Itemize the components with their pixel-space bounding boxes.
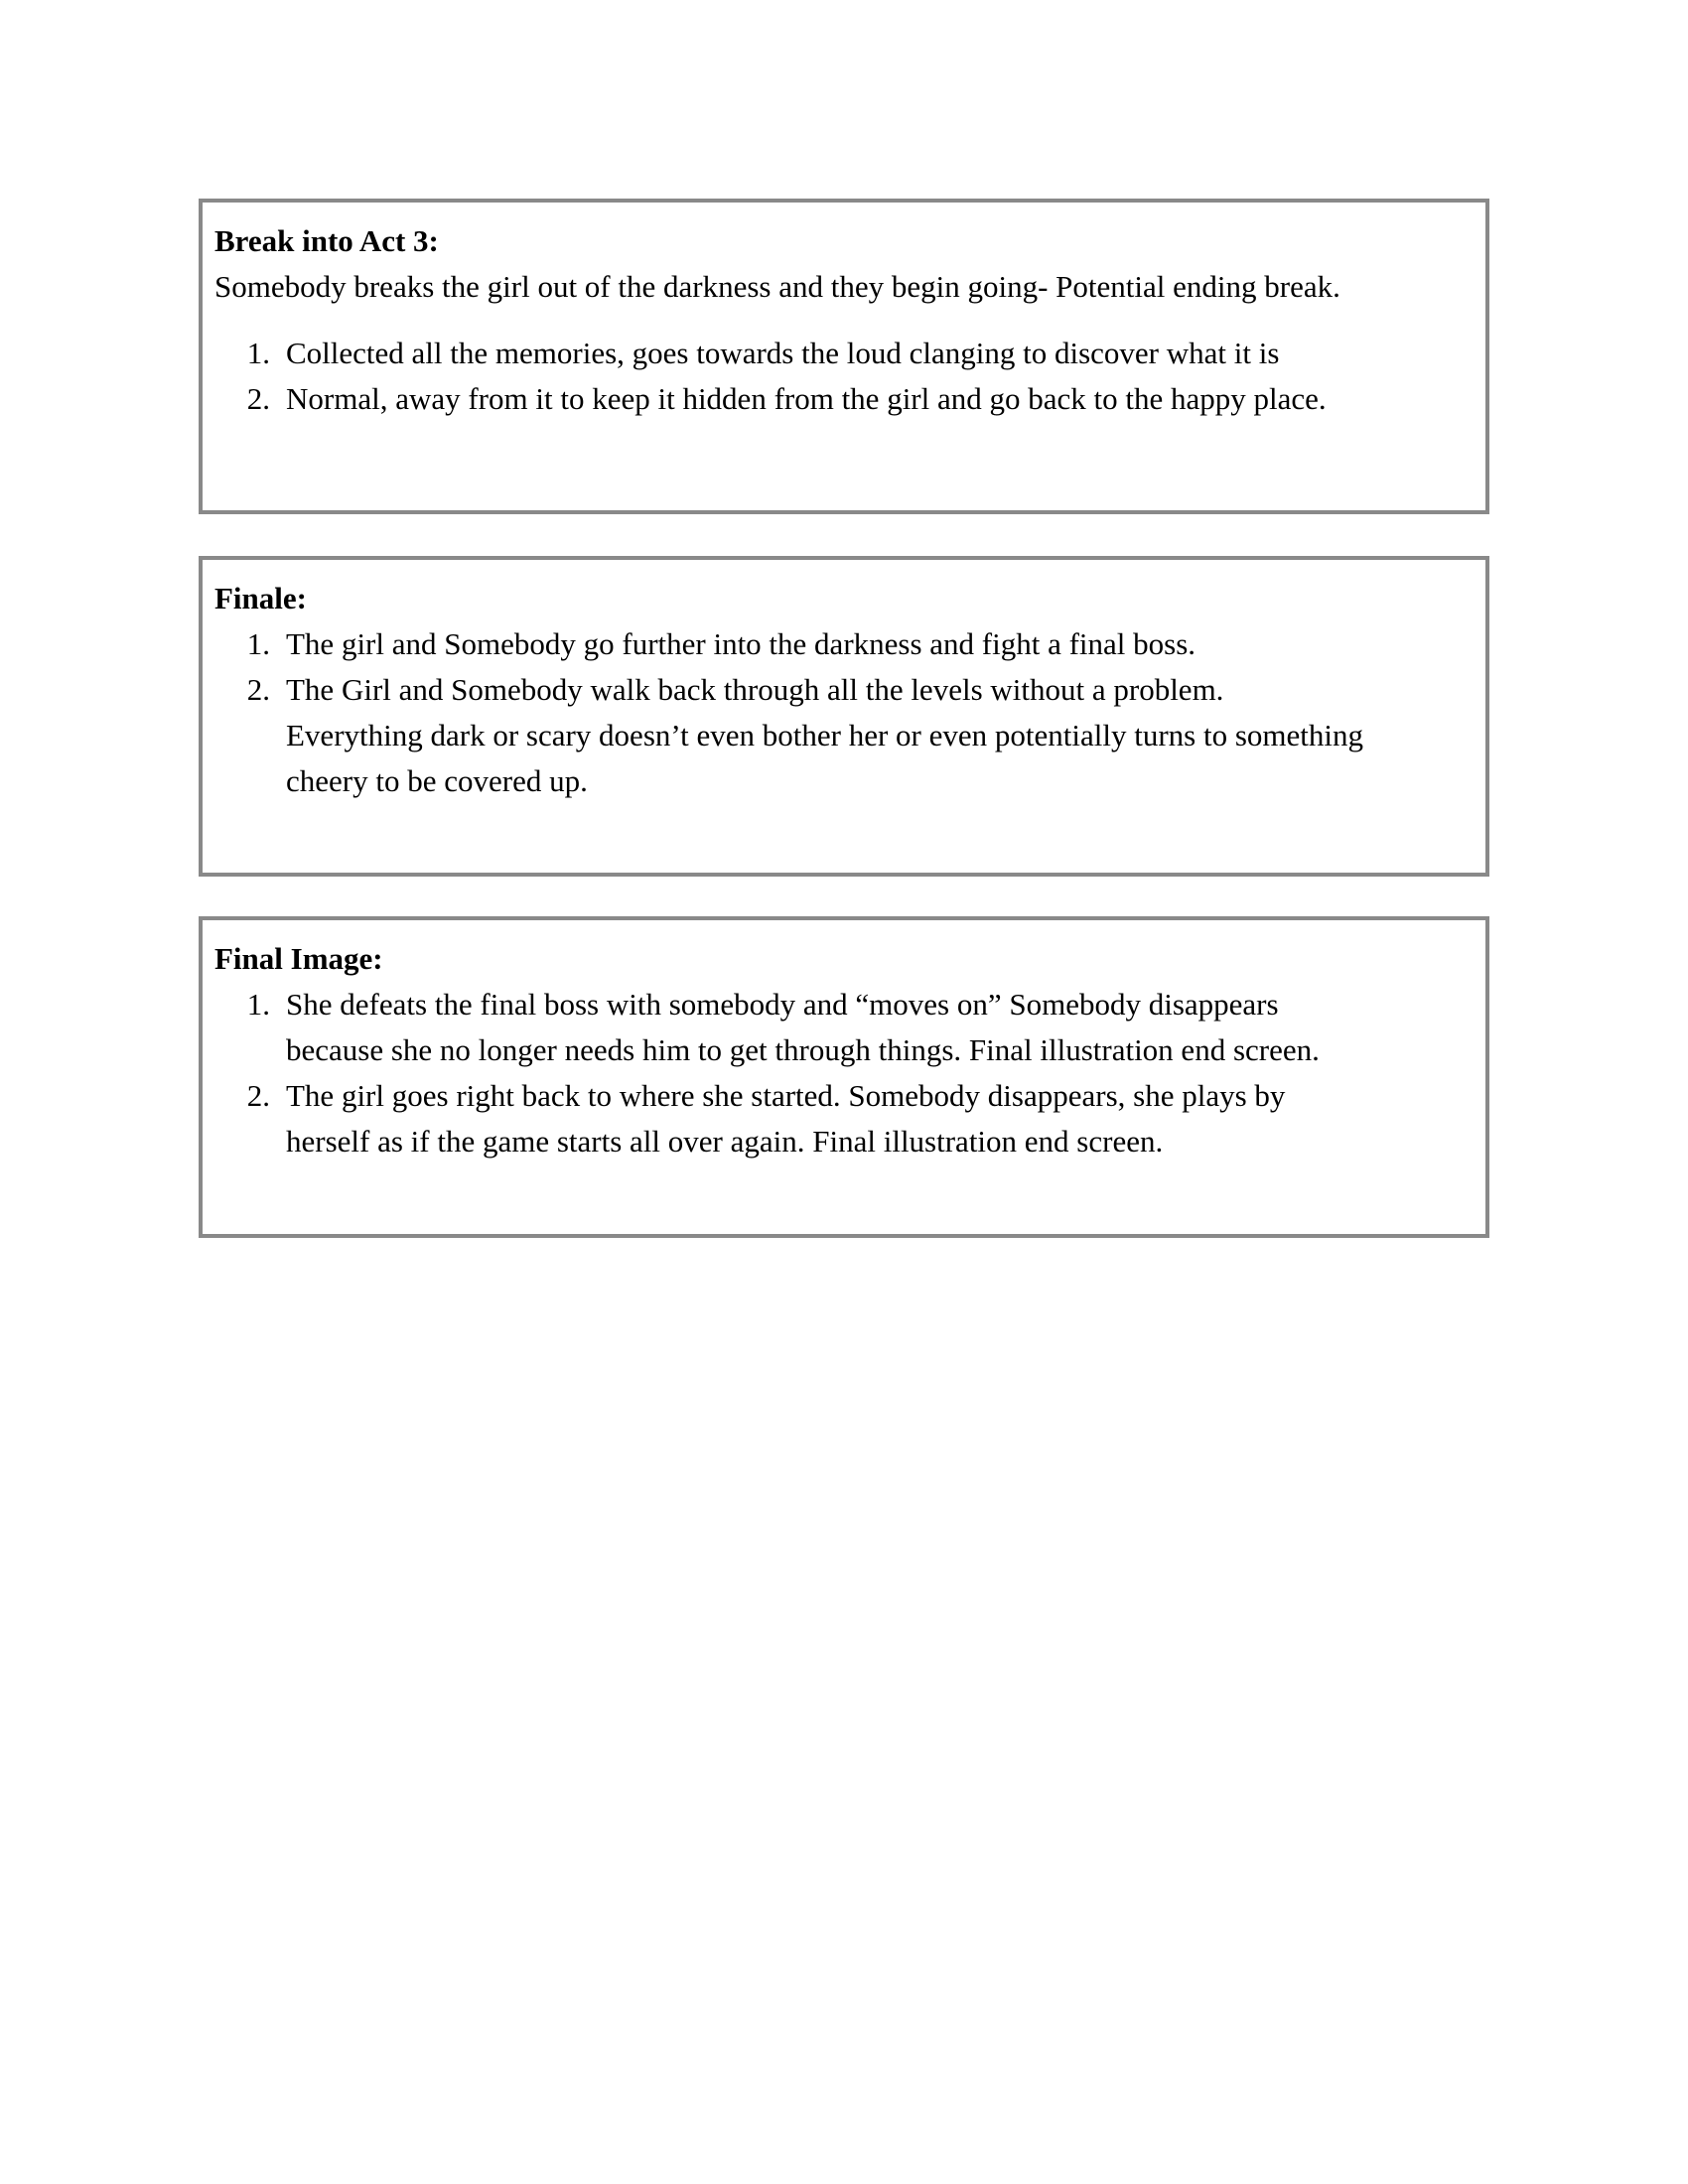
list-item-text [286, 667, 1363, 804]
final-image-section-box [199, 916, 1489, 1238]
list-item-number: 1. [246, 336, 270, 370]
finale-options-list [214, 621, 1470, 804]
list-item-text [286, 1073, 1285, 1164]
list-item [214, 621, 1470, 667]
act3-section-box [199, 199, 1489, 514]
list-item-number: 2. [246, 672, 270, 707]
list-item-line: Normal, away from it to keep it hidden from the girl and go back to the happy place. [286, 381, 1327, 416]
list-item-line: She defeats the final boss with somebody and “moves on” Somebody disappears [286, 987, 1279, 1022]
final-image-box-title: Final Image: [214, 941, 383, 976]
finale-box-title: Finale: [214, 581, 307, 615]
list-item-number: 2. [246, 381, 270, 416]
list-item [214, 331, 1470, 376]
list-item [214, 982, 1470, 1073]
list-item-text [286, 621, 1196, 667]
list-item [214, 1073, 1470, 1164]
final-image-options-list [214, 982, 1470, 1164]
list-item-line: cheery to be covered up. [286, 763, 588, 798]
act3-box-title: Break into Act 3: [214, 223, 439, 258]
list-item-text [286, 982, 1320, 1073]
list-item-number: 1. [246, 987, 270, 1022]
list-item-line: herself as if the game starts all over again. Final illustration end screen. [286, 1124, 1164, 1159]
list-item-text [286, 376, 1327, 422]
list-item [214, 376, 1470, 422]
act3-intro-paragraph: Somebody breaks the girl out of the darkness and they begin going- Potential ending break. [214, 269, 1340, 304]
list-item-line: Everything dark or scary doesn’t even bother her or even potentially turns to something [286, 718, 1363, 752]
list-item-line: Collected all the memories, goes towards the loud clanging to discover what it is [286, 336, 1280, 370]
list-item-line: because she no longer needs him to get through things. Final illustration end screen. [286, 1032, 1320, 1067]
list-item-line: The Girl and Somebody walk back through all the levels without a problem. [286, 672, 1224, 707]
list-item-number: 1. [246, 626, 270, 661]
list-item-line: The girl goes right back to where she started. Somebody disappears, she plays by [286, 1078, 1286, 1113]
list-item [214, 667, 1470, 804]
list-item-text [286, 331, 1279, 376]
act3-options-list [214, 331, 1470, 422]
list-item-line: The girl and Somebody go further into the darkness and fight a final boss. [286, 626, 1196, 661]
list-item-number: 2. [246, 1078, 270, 1113]
finale-section-box [199, 556, 1489, 877]
